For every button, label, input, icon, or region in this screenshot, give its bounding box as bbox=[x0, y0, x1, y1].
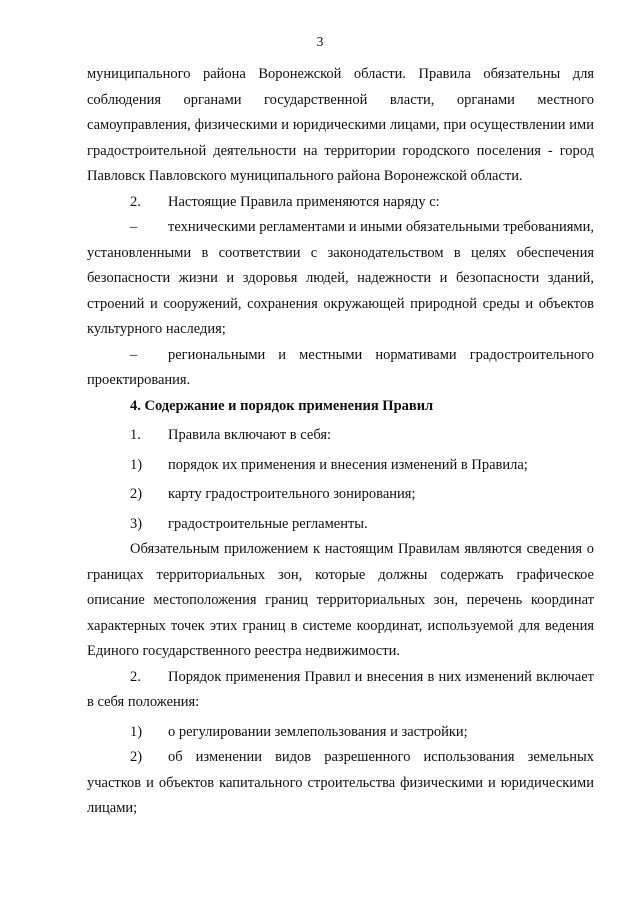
dash-item-text: техническими регламентами и иными обязательными требованиями, установленными в соответствии с законодательством в целях обеспечения безопасности жизни и здоровья людей, надежности и безопасности зданий, строений и сооружений, сохранения окружающей природной среды и объектов культурного наследия; bbox=[87, 219, 594, 337]
dash-marker: – bbox=[130, 346, 138, 363]
page-number: 3 bbox=[316, 34, 324, 49]
dash-marker: – bbox=[130, 219, 138, 235]
clause-text: Правила включают в себя: bbox=[168, 427, 332, 443]
clause-number: 1. bbox=[130, 427, 141, 443]
paragraph-rules-binding: муниципального района Воронежской области. Правила обязательны для соблюдения органами государственной власти, органами местного самоуправления, физическими и юридическими лицами, при осуществлении ими градостроительной деятельности на территории городского поселения - город Павловск Павловского муниципального района Воронежской области. bbox=[87, 66, 594, 184]
list-item-text: о регулировании землепользования и застройки; bbox=[168, 723, 468, 740]
dash-item-regional-norms bbox=[87, 343, 594, 394]
clause-text: Порядок применения Правил и внесения в них изменений включает в себя положения: bbox=[87, 668, 594, 710]
clause-2-procedure bbox=[87, 665, 594, 716]
list-item bbox=[87, 512, 594, 538]
list-item bbox=[87, 453, 594, 479]
list-number: 1) bbox=[130, 456, 143, 473]
clause-number: 2. bbox=[130, 193, 141, 210]
list-item bbox=[87, 720, 594, 746]
list-number: 1) bbox=[130, 723, 143, 740]
list-number: 2) bbox=[130, 486, 143, 502]
dash-item-technical-regulations bbox=[87, 215, 594, 343]
clause-number: 2. bbox=[130, 668, 141, 685]
list-item-text: об изменении видов разрешенного использования земельных участков и объектов капитального строительства физическими и юридическими лицами; bbox=[87, 749, 594, 816]
list-number: 2) bbox=[130, 749, 143, 765]
list-item-text: градостроительные регламенты. bbox=[168, 515, 368, 532]
list-item bbox=[87, 482, 594, 508]
paragraph-mandatory-annex: Обязательным приложением к настоящим Правилам являются сведения о границах территориальных зон, которые должны содержать графическое описание местоположения границ территориальных зон, перечень координат характерных точек этих границ в системе координат, используемой для ведения Единого государственного реестра недвижимости. bbox=[87, 541, 594, 659]
clause-text: Настоящие Правила применяются наряду с: bbox=[168, 193, 440, 210]
dash-item-text: региональными и местными нормативами градостроительного проектирования. bbox=[87, 346, 594, 388]
clause-1-includes bbox=[87, 423, 594, 449]
list-item-text: порядок их применения и внесения изменений в Правила; bbox=[168, 456, 528, 473]
list-item-text: карту градостроительного зонирования; bbox=[168, 486, 416, 502]
list-item-long bbox=[87, 745, 594, 822]
clause-2-applied-with bbox=[87, 190, 594, 216]
document-body bbox=[87, 62, 594, 822]
list-number: 3) bbox=[130, 515, 143, 532]
section-heading-4: 4. Содержание и порядок применения Правил bbox=[130, 397, 434, 414]
